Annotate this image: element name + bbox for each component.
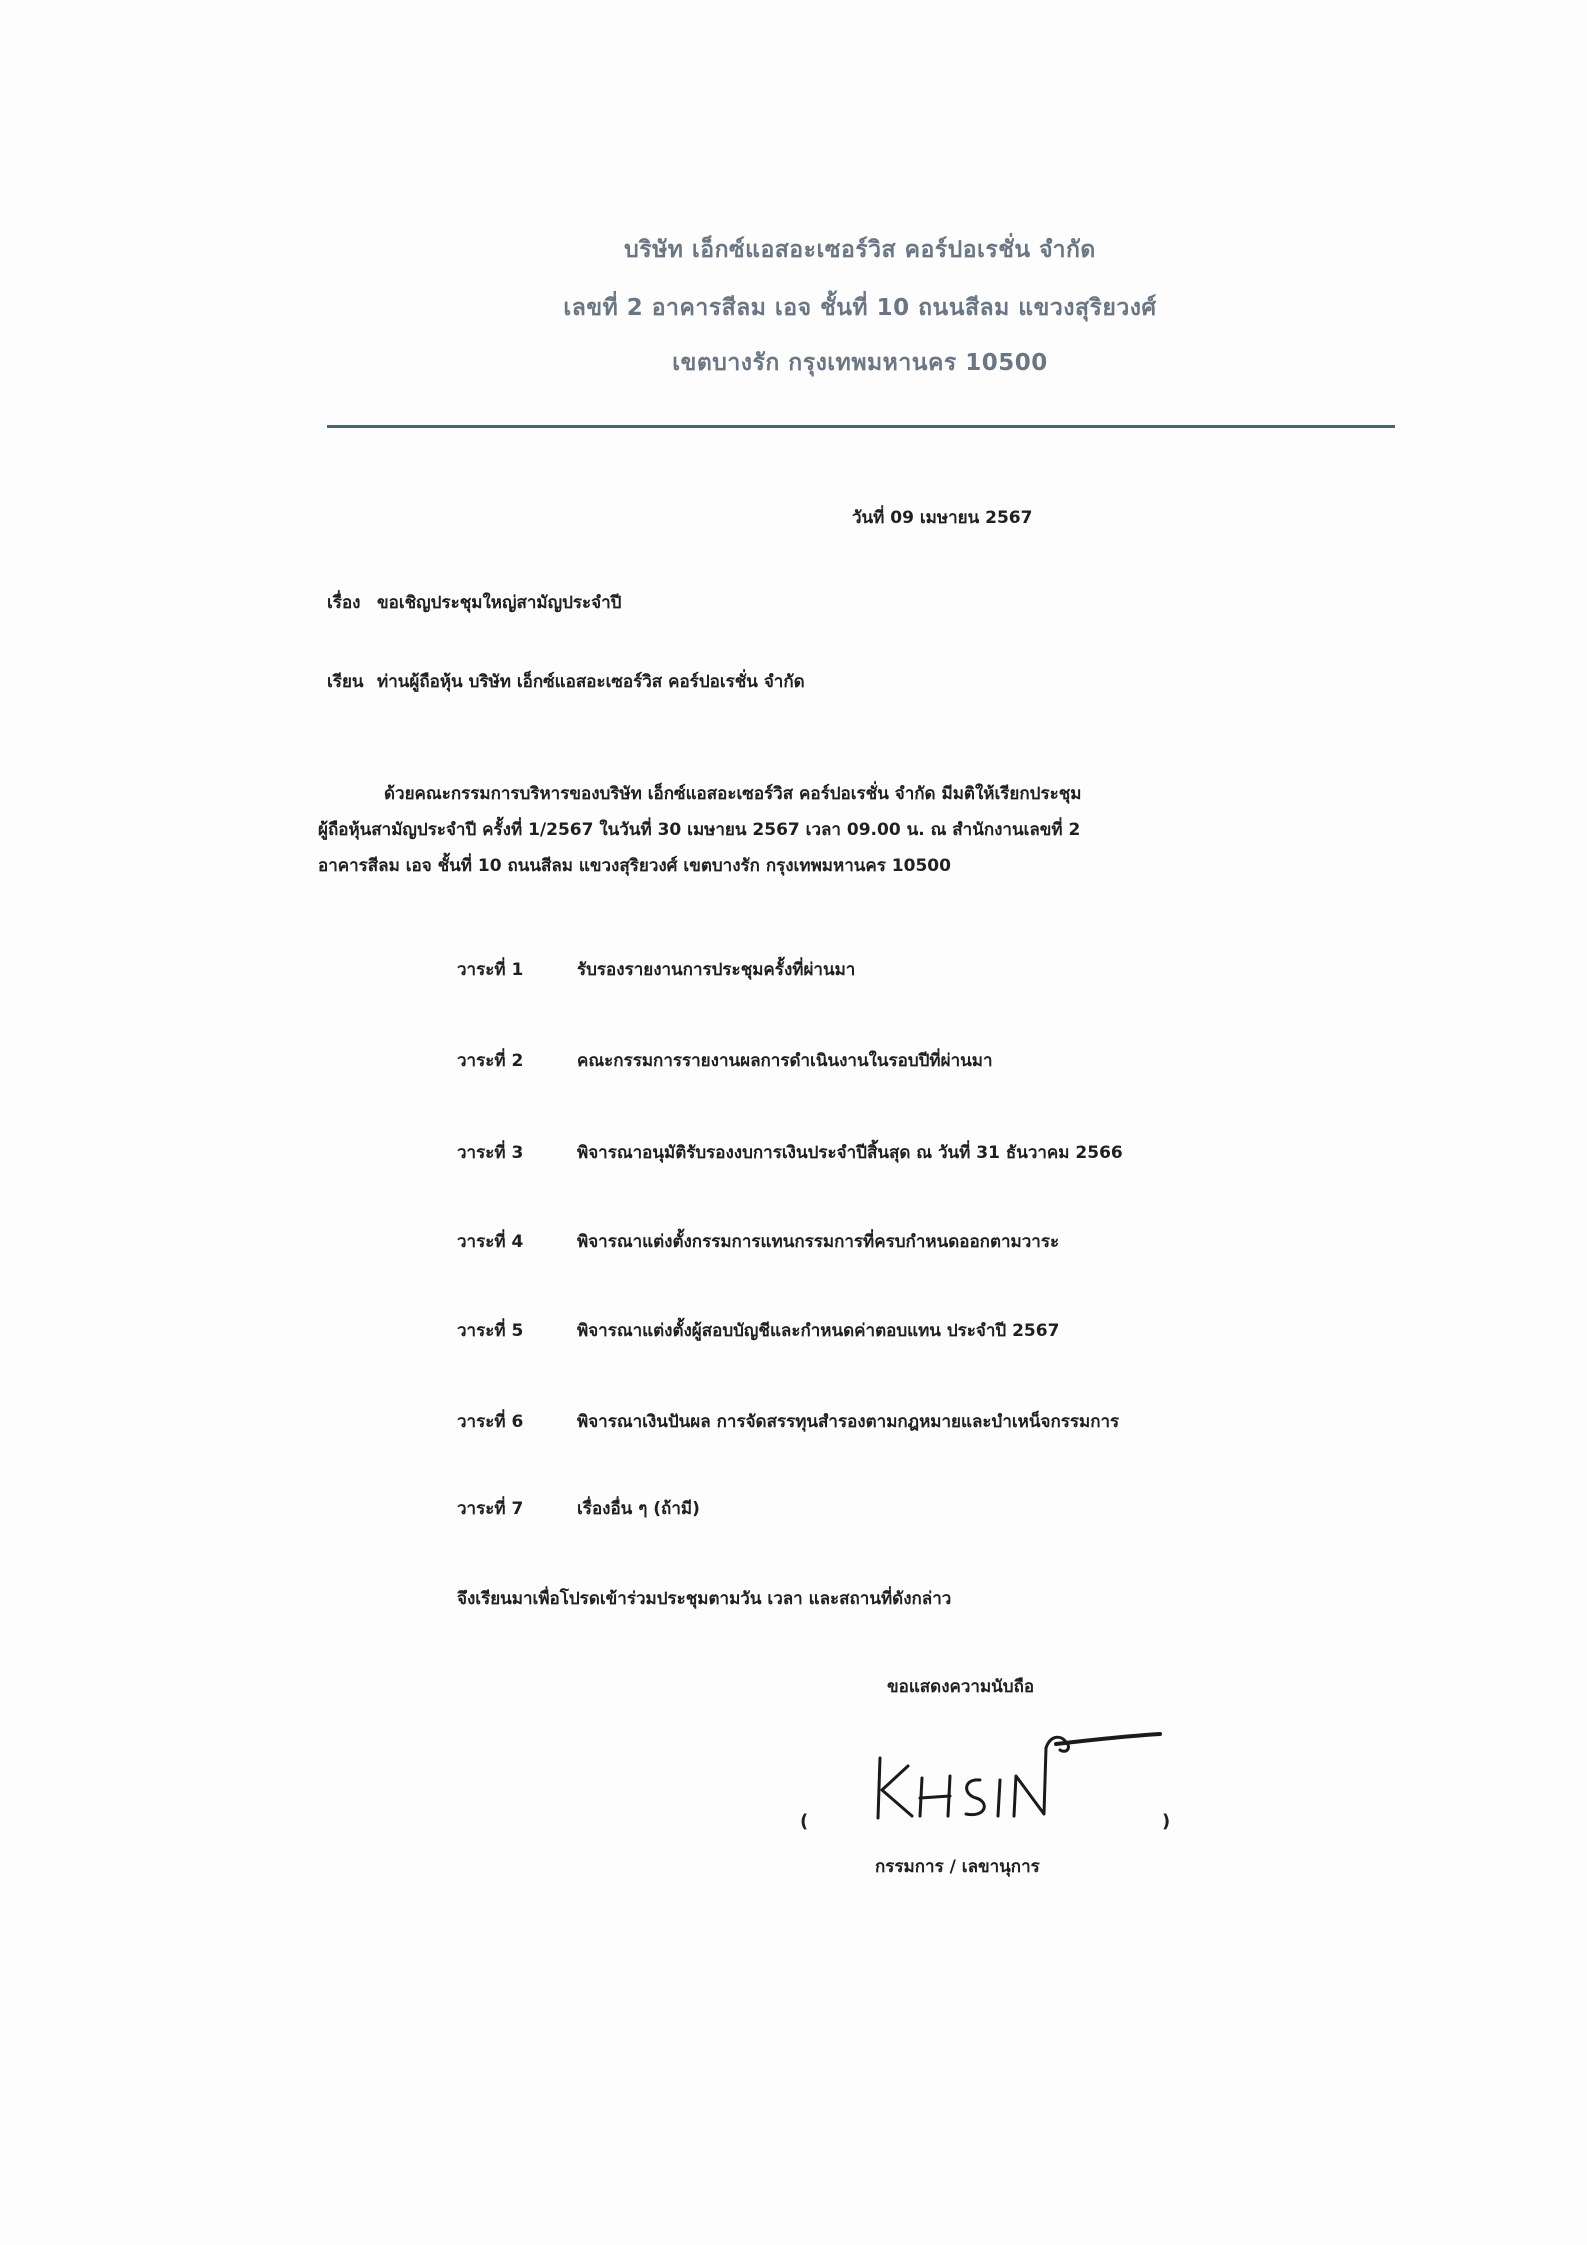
agenda-number: วาระที่ 4 — [457, 1232, 524, 1252]
agenda-number: วาระที่ 6 — [457, 1412, 524, 1432]
recipient-text: ท่านผู้ถือหุ้น บริษัท เอ็กซ์แอสอะเซอร์วิส คอร์ปอเรชั่น จำกัด — [377, 672, 805, 692]
letterhead-company: บริษัท เอ็กซ์แอสอะเซอร์วิส คอร์ปอเรชั่น จำกัด — [624, 237, 1096, 263]
agenda-number: วาระที่ 1 — [457, 960, 524, 980]
agenda-text: เรื่องอื่น ๆ (ถ้ามี) — [577, 1499, 700, 1519]
agenda-item — [457, 1228, 1059, 1255]
subject-text: ขอเชิญประชุมใหญ่สามัญประจำปี — [377, 593, 622, 613]
agenda-text: พิจารณาแต่งตั้งกรรมการแทนกรรมการที่ครบกำหนดออกตามวาระ — [577, 1232, 1060, 1252]
subject-label: เรื่อง — [327, 593, 361, 613]
letterhead-divider — [327, 425, 1395, 428]
agenda-text: พิจารณาแต่งตั้งผู้สอบบัญชีและกำหนดค่าตอบแทน ประจำปี 2567 — [577, 1321, 1060, 1341]
regards-line: ขอแสดงความนับถือ — [887, 1677, 1035, 1697]
body-line-2: ผู้ถือหุ้นสามัญประจำปี ครั้งที่ 1/2567 ในวันที่ 30 เมษายน 2567 เวลา 09.00 น. ณ สำนักงานเลขที่ 2 — [318, 820, 1081, 840]
agenda-text: คณะกรรมการรายงานผลการดำเนินงานในรอบปีที่ผ่านมา — [577, 1051, 993, 1071]
signature-close-paren: ) — [1162, 1811, 1171, 1832]
agenda-number: วาระที่ 5 — [457, 1321, 524, 1341]
agenda-item — [457, 956, 855, 983]
signatory-position: กรรมการ / เลขานุการ — [875, 1857, 1040, 1877]
handwritten-signature — [860, 1718, 1170, 1828]
body-line-3: อาคารสีลม เอจ ชั้นที่ 10 ถนนสีลม แขวงสุริยวงศ์ เขตบางรัก กรุงเทพมหานคร 10500 — [318, 856, 951, 876]
letter-date: วันที่ 09 เมษายน 2567 — [852, 508, 1033, 528]
letterhead-address-line2: เขตบางรัก กรุงเทพมหานคร 10500 — [672, 350, 1048, 376]
body-paragraph — [318, 776, 1368, 884]
agenda-text: พิจารณาอนุมัติรับรองงบการเงินประจำปีสิ้นสุด ณ วันที่ 31 ธันวาคม 2566 — [577, 1143, 1123, 1163]
agenda-item — [457, 1317, 1059, 1344]
body-line-1: ด้วยคณะกรรมการบริหารของบริษัท เอ็กซ์แอสอะเซอร์วิส คอร์ปอเรชั่น จำกัด มีมติให้เรียกประชุม — [384, 784, 1082, 804]
recipient-line — [327, 668, 805, 695]
agenda-number: วาระที่ 7 — [457, 1499, 524, 1519]
recipient-label: เรียน — [327, 672, 364, 692]
subject-line — [327, 589, 621, 616]
agenda-number: วาระที่ 2 — [457, 1051, 524, 1071]
letterhead-address-line1: เลขที่ 2 อาคารสีลม เอจ ชั้นที่ 10 ถนนสีลม แขวงสุริยวงศ์ — [563, 295, 1157, 321]
signature-open-paren: ( — [800, 1811, 809, 1832]
agenda-number: วาระที่ 3 — [457, 1143, 524, 1163]
agenda-item — [457, 1047, 993, 1074]
agenda-item — [457, 1408, 1119, 1435]
agenda-text: พิจารณาเงินปันผล การจัดสรรทุนสำรองตามกฎหมายและบำเหน็จกรรมการ — [577, 1412, 1120, 1432]
agenda-item — [457, 1495, 700, 1522]
closing-sentence: จึงเรียนมาเพื่อโปรดเข้าร่วมประชุมตามวัน เวลา และสถานที่ดังกล่าว — [457, 1589, 952, 1609]
agenda-text: รับรองรายงานการประชุมครั้งที่ผ่านมา — [577, 960, 856, 980]
agenda-item — [457, 1139, 1123, 1166]
